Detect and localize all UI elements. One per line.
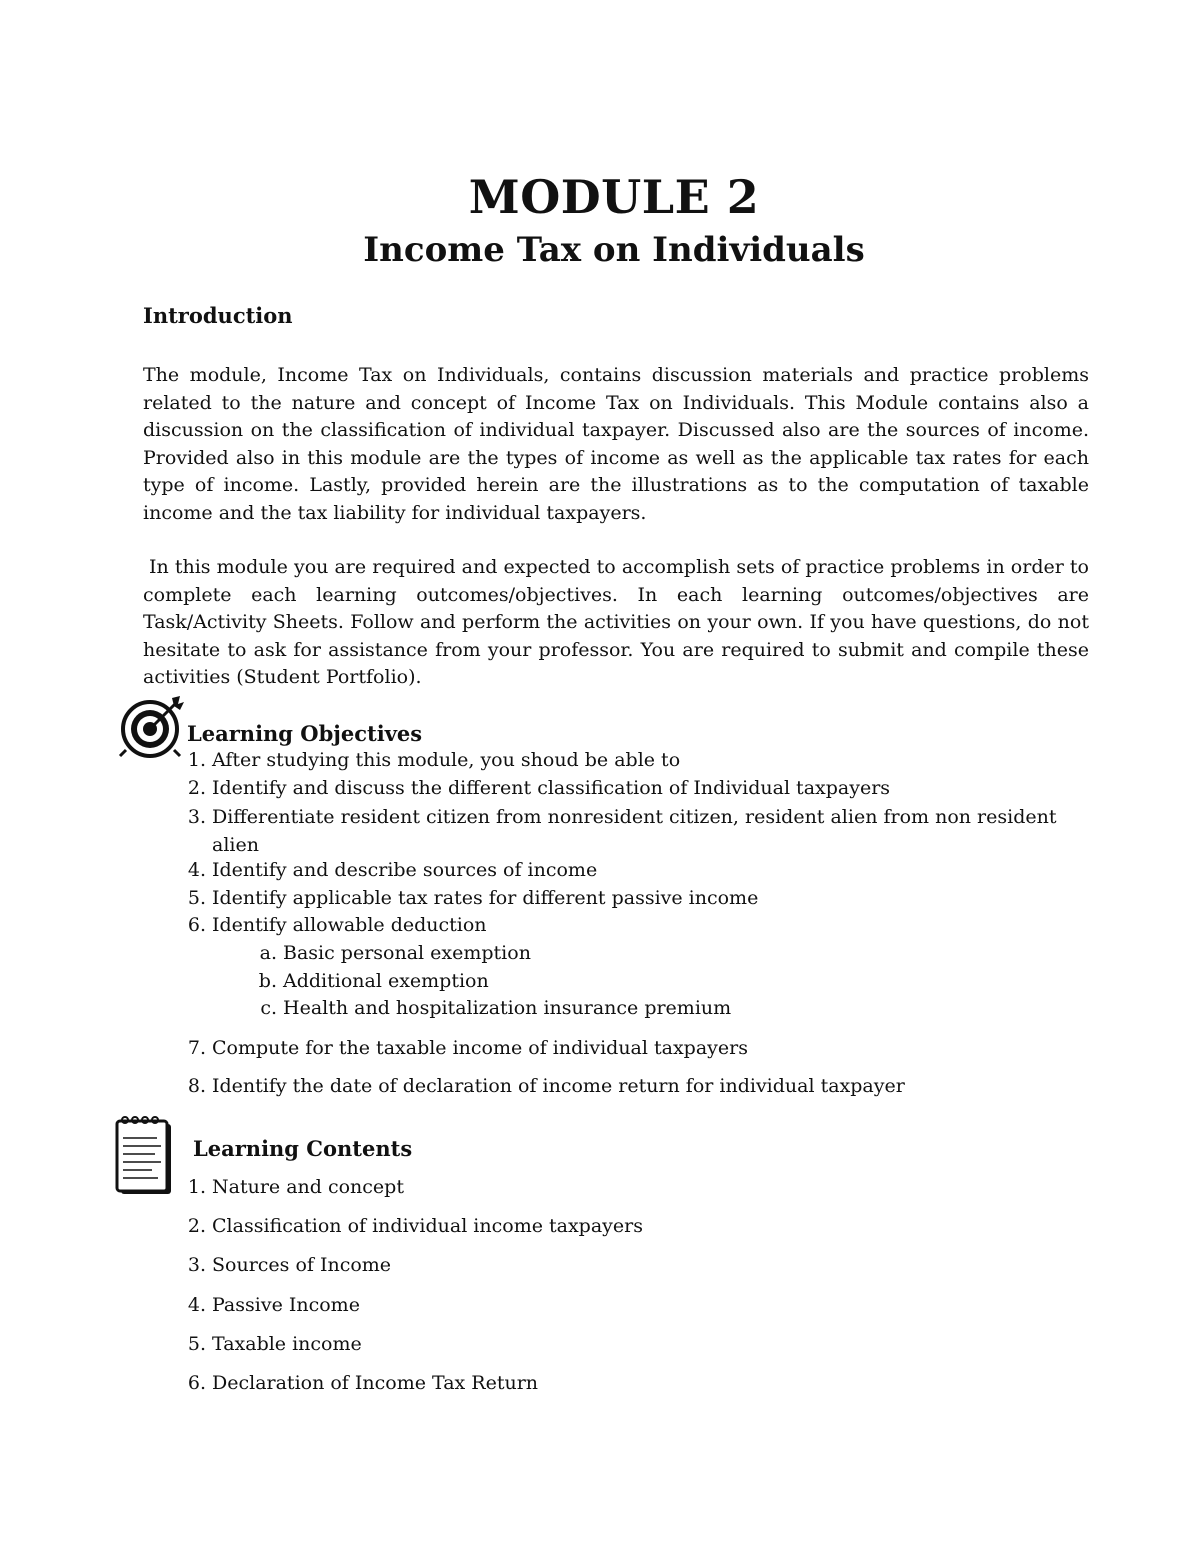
- objective-item: 8. Identify the date of declaration of income return for individual taxpayer: [187, 1075, 905, 1097]
- content-item: 3. Sources of Income: [187, 1254, 392, 1277]
- introduction-paragraph-2: In this module you are required and expected to accomplish sets of practice problems in order to complete each learning outcomes/objectives. In each learning outcomes/objectives are Task/Activity Sheets. Follow and perform the activities on your own. If you have questions, do not hesitate to ask for assistance from your professor. You are required to submit and compile these activities (Student Portfolio).: [143, 556, 1089, 689]
- content-item: 5. Taxable income: [187, 1332, 362, 1355]
- objective-item: 3. Differentiate resident citizen from nonresident citizen, resident alien from non resident alien: [187, 806, 1057, 856]
- sub-item: b. Additional exemption: [258, 969, 489, 992]
- notepad-icon: [112, 1114, 174, 1196]
- sub-item: c. Health and hospitalization insurance premium: [260, 997, 732, 1019]
- sub-item: a. Basic personal exemption: [259, 942, 531, 964]
- introduction-paragraph-1: The module, Income Tax on Individuals, contains discussion materials and practice problems related to the nature and concept of Income Tax on Individuals. This Module contains also a discussion on the classification of individual taxpayer. Discussed also are the sources of income. Provided also in this module are the types of income as well as the applicable tax rates for each type of income. Lastly, provided herein are the illustrations as to the computation of taxable income and the tax liability for individual taxpayers.: [143, 364, 1089, 524]
- introduction-heading: Introduction: [143, 303, 293, 328]
- learning-contents-list: [176, 1176, 1090, 1411]
- objective-item: 1. After studying this module, you shoud be able to: [187, 749, 681, 771]
- objective-item: 2. Identify and discuss the different classification of Individual taxpayers: [187, 776, 891, 799]
- objective-item: 4. Identify and describe sources of income: [187, 859, 598, 881]
- content-item: 1. Nature and concept: [187, 1176, 404, 1198]
- learning-objectives-list: [176, 749, 1090, 942]
- learning-objectives-heading: Learning Objectives: [187, 721, 423, 746]
- objective-item: 7. Compute for the taxable income of individual taxpayers: [187, 1037, 748, 1059]
- allowable-deduction-sublist: [247, 942, 1087, 1025]
- content-item: 2. Classification of individual income taxpayers: [187, 1215, 643, 1238]
- content-item: 6. Declaration of Income Tax Return: [187, 1371, 539, 1394]
- module-subtitle: Income Tax on Individuals: [363, 230, 865, 270]
- learning-contents-heading: Learning Contents: [193, 1136, 413, 1161]
- learning-objectives-list-continued: [176, 1037, 1090, 1113]
- objective-item: 5. Identify applicable tax rates for different passive income: [187, 886, 759, 909]
- module-title: MODULE 2: [468, 170, 760, 224]
- objective-item: 6. Identify allowable deduction: [187, 914, 487, 936]
- content-item: 4. Passive Income: [187, 1293, 360, 1316]
